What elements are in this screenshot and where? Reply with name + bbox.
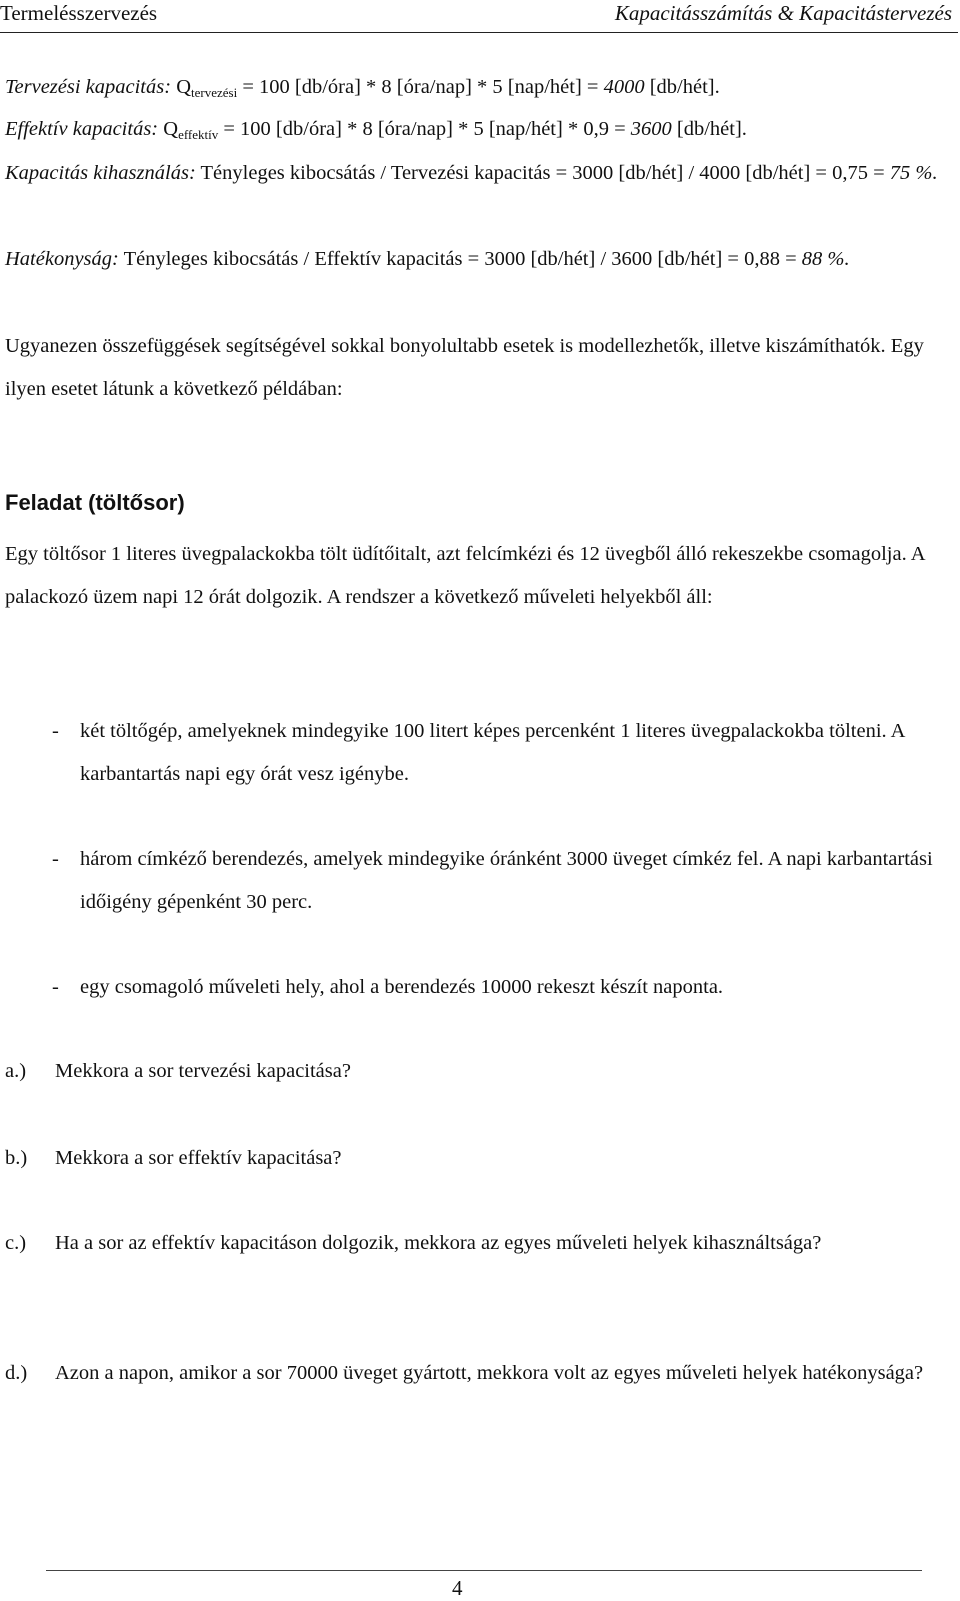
header-chapter: Kapacitásszámítás & Kapacitástervezés [614,1,952,25]
question-label: d.) [5,1362,28,1384]
list-item [52,966,952,1009]
formula: Tényleges kibocsátás / Effektív kapacitás = 3000 [db/hét] / 3600 [db/hét] = 0,88 = [118,248,802,270]
question-label: c.) [5,1232,27,1254]
list-item [52,710,952,796]
bullet-dash: - [52,720,59,742]
header-title: Termelésszervezés [0,1,158,25]
result: 75 %. [889,162,938,184]
question-d [5,1352,945,1395]
efficiency-label: Hatékonyság: [5,248,119,270]
effective-capacity-label: Effektív kapacitás: [5,118,159,140]
q-symbol: Q [176,76,191,98]
question-label: a.) [5,1060,27,1082]
question-c [5,1222,945,1265]
formula: Tényleges kibocsátás / Tervezési kapacitás = 3000 [db/hét] / 4000 [db/hét] = 0,75 = [195,162,890,184]
question-text: Azon a napon, amikor a sor 70000 üveget gyártott, mekkora volt az egyes műveleti helyek hatékonysága? [55,1362,924,1384]
bullet-text: három címkéző berendezés, amelyek mindegyike óránként 3000 üveget címkéz fel. A napi karbantartási időigény gépenként 30 perc. [80,848,933,913]
unit: [db/hét]. [671,118,747,140]
result: 3600 [630,118,672,140]
question-text: Ha a sor az effektív kapacitáson dolgozik, mekkora az egyes műveleti helyek kihasználtsága? [55,1232,822,1254]
effective-capacity-line [5,108,747,151]
design-capacity-line [5,66,720,109]
result: 4000 [603,76,645,98]
footer-divider [46,1570,922,1571]
question-label: b.) [5,1147,28,1169]
utilization-line [5,152,945,195]
q-subscript: tervezési [191,85,238,100]
question-text: Mekkora a sor tervezési kapacitása? [55,1060,351,1082]
page-number: 4 [452,1576,463,1600]
bullet-text: egy csomagoló műveleti hely, ahol a berendezés 10000 rekeszt készít naponta. [80,976,724,998]
q-subscript: effektív [178,127,219,142]
question-a [5,1050,945,1093]
formula: = 100 [db/óra] * 8 [óra/nap] * 5 [nap/hét] = [237,76,604,98]
question-text: Mekkora a sor effektív kapacitása? [55,1147,342,1169]
bullet-text: két töltőgép, amelyeknek mindegyike 100 litert képes percenként 1 literes üvegpalackokba tölteni. A karbantartás napi egy órát vesz igénybe. [80,720,905,785]
bullet-dash: - [52,848,59,870]
task-heading: Feladat (töltősor) [5,490,185,515]
utilization-label: Kapacitás kihasználás: [5,162,196,184]
list-item [52,838,952,924]
q-symbol: Q [158,118,179,140]
unit: [db/hét]. [644,76,720,98]
intro-paragraph: Ugyanezen összefüggések segítségével sokkal bonyolultabb esetek is modellezhetők, illetve kiszámíthatók. Egy ilyen esetet látunk a következő példában: [5,335,924,400]
efficiency-line [5,238,945,281]
design-capacity-label: Tervezési kapacitás: [5,76,172,98]
page-header [0,0,958,33]
formula: = 100 [db/óra] * 8 [óra/nap] * 5 [nap/hét] * 0,9 = [218,118,631,140]
result: 88 %. [801,248,850,270]
bullet-dash: - [52,976,59,998]
question-b [5,1137,945,1180]
task-paragraph: Egy töltősor 1 literes üvegpalackokba tölt üdítőitalt, azt felcímkézi és 12 üvegből álló rekeszekbe csomagolja. A palackozó üzem napi 12 órát dolgozik. A rendszer a következő műveleti helyekből áll: [5,543,925,608]
